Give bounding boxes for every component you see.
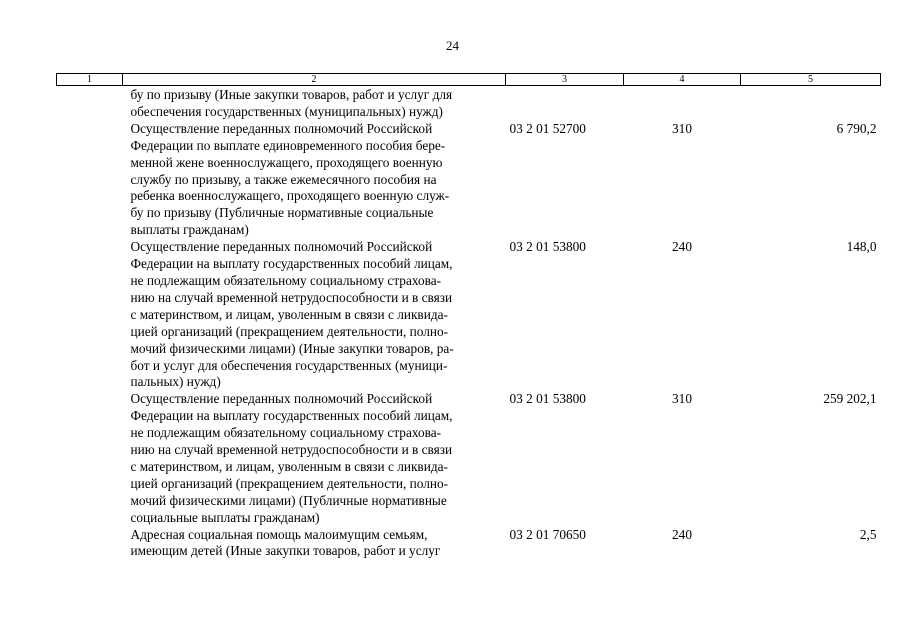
- expense-type-cell: 240: [672, 526, 692, 542]
- table-row: [57, 86, 881, 121]
- target-code-cell: 03 2 01 53800: [509, 239, 586, 255]
- table-row: [57, 239, 881, 391]
- row-number-cell: [57, 121, 123, 239]
- expense-name-cell: Осуществление переданных полномочий Российской Федерации по выплате единовременного пособия бере- менной жене военнослужащего, проходящего военную службу по призыву, а также ежемесячного пособия на ребенка военнослужащего, проходящего военную служ- бу по призыву (Публичные нормативные социальные выплаты гражданам): [130, 120, 450, 238]
- expense-type-cell: 240: [672, 239, 692, 255]
- column-header-3: 3: [506, 74, 624, 86]
- target-code-cell: [506, 86, 624, 121]
- table-row: [57, 527, 881, 561]
- amount-cell: 6 790,2: [836, 120, 877, 136]
- row-number-cell: [57, 239, 123, 391]
- table-row: [57, 121, 881, 239]
- amount-cell: [741, 86, 881, 121]
- row-number-cell: [57, 86, 123, 121]
- budget-table: [56, 73, 881, 560]
- expense-type-cell: 310: [672, 391, 692, 407]
- amount-cell: 2,5: [859, 526, 877, 542]
- column-header-4: 4: [624, 74, 741, 86]
- column-header-5: 5: [741, 74, 881, 86]
- amount-cell: 148,0: [846, 239, 877, 255]
- expense-type-cell: 310: [672, 120, 692, 136]
- expense-type-cell: [624, 86, 741, 121]
- page-number: 24: [446, 38, 459, 53]
- target-code-cell: 03 2 01 70650: [509, 526, 586, 542]
- table-row: [57, 391, 881, 526]
- column-header-1: 1: [57, 74, 123, 86]
- target-code-cell: 03 2 01 52700: [509, 120, 586, 136]
- column-header-2: 2: [123, 74, 506, 86]
- amount-cell: 259 202,1: [823, 391, 877, 407]
- row-number-cell: [57, 527, 123, 561]
- expense-name-cell: Осуществление переданных полномочий Российской Федерации на выплату государственных пособий лицам, не подлежащим обязательному социальному страхова- нию на случай временной нетрудоспособности и в связи с материнством, и лицам, уволенным в связи с ликвида- цией организаций (прекращением деятельности, полно- мочий физическими лицами) (Иные закупки товаров, ра- бот и услуг для обеспечения государственных (муници- пальных) нужд): [130, 239, 454, 390]
- expense-name-cell: Осуществление переданных полномочий Российской Федерации на выплату государственных пособий лицам, не подлежащим обязательному социальному страхова- нию на случай временной нетрудоспособности и в связи с материнством, и лицам, уволенным в связи с ликвида- цией организаций (прекращением деятельности, полно- мочий физическими лицами) (Публичные нормативные социальные выплаты гражданам): [130, 391, 453, 525]
- expense-name-cell: Адресная социальная помощь малоимущим семьям, имеющим детей (Иные закупки товаров, работ и услуг: [130, 526, 441, 559]
- row-number-cell: [57, 391, 123, 526]
- table-header-row: [57, 74, 881, 86]
- target-code-cell: 03 2 01 53800: [509, 391, 586, 407]
- expense-name-cell: бу по призыву (Иные закупки товаров, работ и услуг для обеспечения государственных (муниципальных) нужд): [130, 87, 453, 119]
